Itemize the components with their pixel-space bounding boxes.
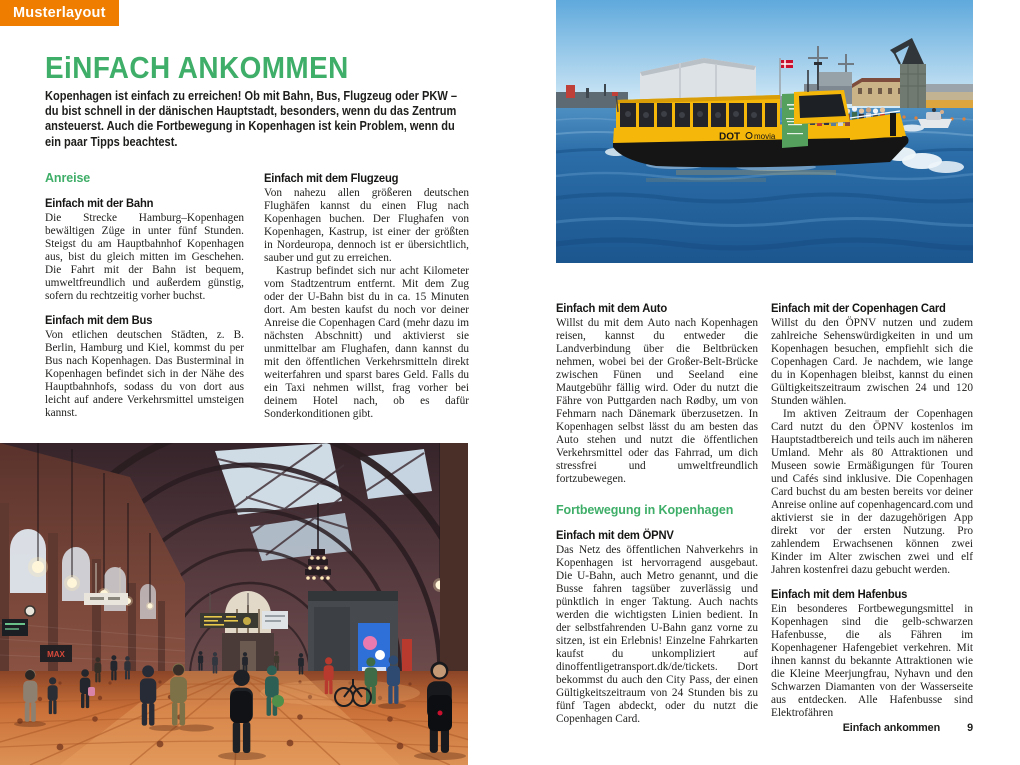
right-page-column-1	[556, 302, 758, 726]
article-auto	[556, 302, 758, 486]
article-paragraph: Kastrup befindet sich nur acht Kilometer vom Stadtzentrum entfernt. Mit dem Zug oder der U-Bahn bist du in ca. 15 Minuten dort. Am besten kaufst du noch vor deiner Anreise die Copenhagen Card (mehr dazu im nächsten Abschnitt) und aktivierst sie unmittelbar am Flughafen, dann kannst du mit den öffentlichen Verkehrsmitteln direkt weiterfahren und sparst bares Geld. Falls du ein Taxi nehmen willst, frag vorher bei deinem Hotel nach, ob es dafür Sonderkonditionen gibt.	[264, 265, 469, 420]
article-heading-bahn: Einfach mit der Bahn	[45, 196, 154, 210]
article-hafenbus	[771, 588, 973, 720]
article-bus	[45, 314, 244, 420]
article-oepnv	[556, 529, 758, 726]
max-sign-text: MAX	[47, 650, 65, 659]
article-copenhagen-card	[771, 302, 973, 577]
harbor-bus-photo	[556, 0, 973, 263]
section-heading-anreise: Anreise	[45, 171, 91, 185]
dot-logo-text: DOT	[719, 131, 741, 143]
article-paragraph: Die Strecke Hamburg–Kopenhagen bewältigen Züge in unter fünf Stunden. Steigst du am Hauptbahnhof Kopenhagen aus, bist du gleich mitten im Geschehen. Die Fahrt mit der Bahn ist bequem, umweltfreundlich und außerdem günstig, sofern du rechtzeitig vorher buchst.	[45, 212, 244, 302]
page-title: EiNFACH ANKOMMEN	[45, 50, 349, 85]
max-sign	[40, 645, 72, 662]
musterlayout-badge: Musterlayout	[0, 0, 119, 26]
article-bahn	[45, 197, 244, 303]
article-heading-copenhagen-card: Einfach mit der Copenhagen Card	[771, 301, 946, 315]
article-heading-flugzeug: Einfach mit dem Flugzeug	[264, 171, 399, 185]
article-paragraph: Willst du mit dem Auto nach Kopenhagen reisen, kannst du entweder die Landverbindung über die Beltbrücken nehmen, wobei bei der Großer-Belt-Brücke zwischen Fünen und Seeland eine Mautgebühr fällig wird. Oder du nutzt die Fähre von Puttgarden nach Rødby, um von Fehmarn nach Dänemark überzusetzen. In Kopenhagen selbst lässt du am besten das Auto stehen und nutzt die öffentlichen Verkehrsmittel oder das Fahrrad, um dich stressfrei und umweltfreundlich fortzubewegen.	[556, 317, 758, 485]
article-heading-hafenbus: Einfach mit dem Hafenbus	[771, 587, 908, 601]
movia-logo-text: movia	[754, 132, 776, 141]
left-page-column-2	[264, 172, 469, 421]
article-heading-bus: Einfach mit dem Bus	[45, 313, 153, 327]
article-flugzeug	[264, 172, 469, 421]
right-page-column-2	[771, 302, 973, 720]
article-paragraph: Im aktiven Zeitraum der Copenhagen Card nutzt du den ÖPNV kostenlos im Hauptstadtbereich und teils auch im näheren Umland. Mehr als 80 Attraktionen und Museen sowie Ermäßigungen für Touren und Cafés sind inklusive. Die Copenhagen Card buchst du am besten bereits vor deiner Anreise online auf copenhagencard.com und aktivierst sie in der dazugehörigen App direkt vor der ersten Nutzung. Pro zahlendem Erwachsenen können zwei Kinder im Alter zwischen zwei und elf Jahren kostenfrei dazu gebucht werden.	[771, 408, 973, 576]
station-clock	[25, 606, 35, 616]
section-heading-fortbewegung: Fortbewegung in Kopenhagen	[556, 503, 734, 517]
article-paragraph: Von etlichen deutschen Städten, z. B. Berlin, Hamburg und Kiel, kommst du per Bus nach Kopenhagen. Das Busterminal in Kopenhagen befindet sich in der Nähe des Hauptbahnhofs, sodass du von dort aus leicht auf andere Verkehrsmittel umsteigen kannst.	[45, 329, 244, 419]
right-wall	[440, 443, 468, 675]
left-page-column-1	[45, 172, 244, 420]
article-heading-oepnv: Einfach mit dem ÖPNV	[556, 528, 674, 542]
article-paragraph: Willst du den ÖPNV nutzen und zudem zahlreiche Sehenswürdigkeiten in und um Kopenhagen besuchen, empfiehlt sich die Copenhagen Card. Je nachdem, wie lange du in Kopenhagen bleibst, kannst du einen Gültigkeitszeitraum zwischen 24 und 120 Stunden wählen.	[771, 317, 973, 407]
article-paragraph: Von nahezu allen größeren deutschen Flughäfen kannst du einen Flug nach Kopenhagen buchen. Der Flughafen von Kopenhagen, Kastrup, ist einer der größten in Nordeuropa, dennoch ist er übersichtlich, sauber und gut zu erreichen.	[264, 187, 469, 264]
page-footer	[771, 722, 973, 734]
page-number: 9	[967, 722, 973, 734]
central-station-photo	[0, 443, 468, 765]
intro-paragraph: Kopenhagen ist einfach zu erreichen! Ob mit Bahn, Bus, Flugzeug oder PKW – du bist schnell in der dänischen Hauptstadt, besonders, wenn du das Zentrum ansteuerst. Auch die Fortbewegung in Kopenhagen ist kein Problem, wenn du ein paar Tipps beachtest.	[45, 88, 457, 149]
article-heading-auto: Einfach mit dem Auto	[556, 301, 667, 315]
article-paragraph: Das Netz des öffentlichen Nahverkehrs in Kopenhagen ist hervorragend ausgebaut. Die U-Bahn, auch Metro genannt, und die Busse fahren tagsüber zuverlässig und pünktlich in enger Taktung. Auch nachts werden die wichtigsten Linien bedient. In der selbstfahrenden U-Bahn ganz vorne zu sitzen, ist ein Erlebnis! Einzelne Fahrkarten kaufst du unkompliziert auf dinoffentligetransport.dk/de/tickets. Dort bekommst du auch den City Pass, der einen Gültigkeitszeitraum von 24 Stunden bis zu fünf Tagen abdeckt, oder du nutzt die Copenhagen Card.	[556, 544, 758, 725]
article-paragraph: Ein besonderes Fortbewegungsmittel in Kopenhagen sind die gelb-schwarzen Hafenbusse, die als Fähren im Kopenhagener Hafengebiet verkehren. Mit ihnen kannst du bekannte Attraktionen wie die Kleine Meerjungfrau, Nyhavn und den Schwarzen Diamanten von der Wasserseite aus entdecken. Alle Hafenbusse sind Elektrofähren	[771, 603, 973, 719]
footer-chapter-label: Einfach ankommen	[842, 722, 941, 734]
